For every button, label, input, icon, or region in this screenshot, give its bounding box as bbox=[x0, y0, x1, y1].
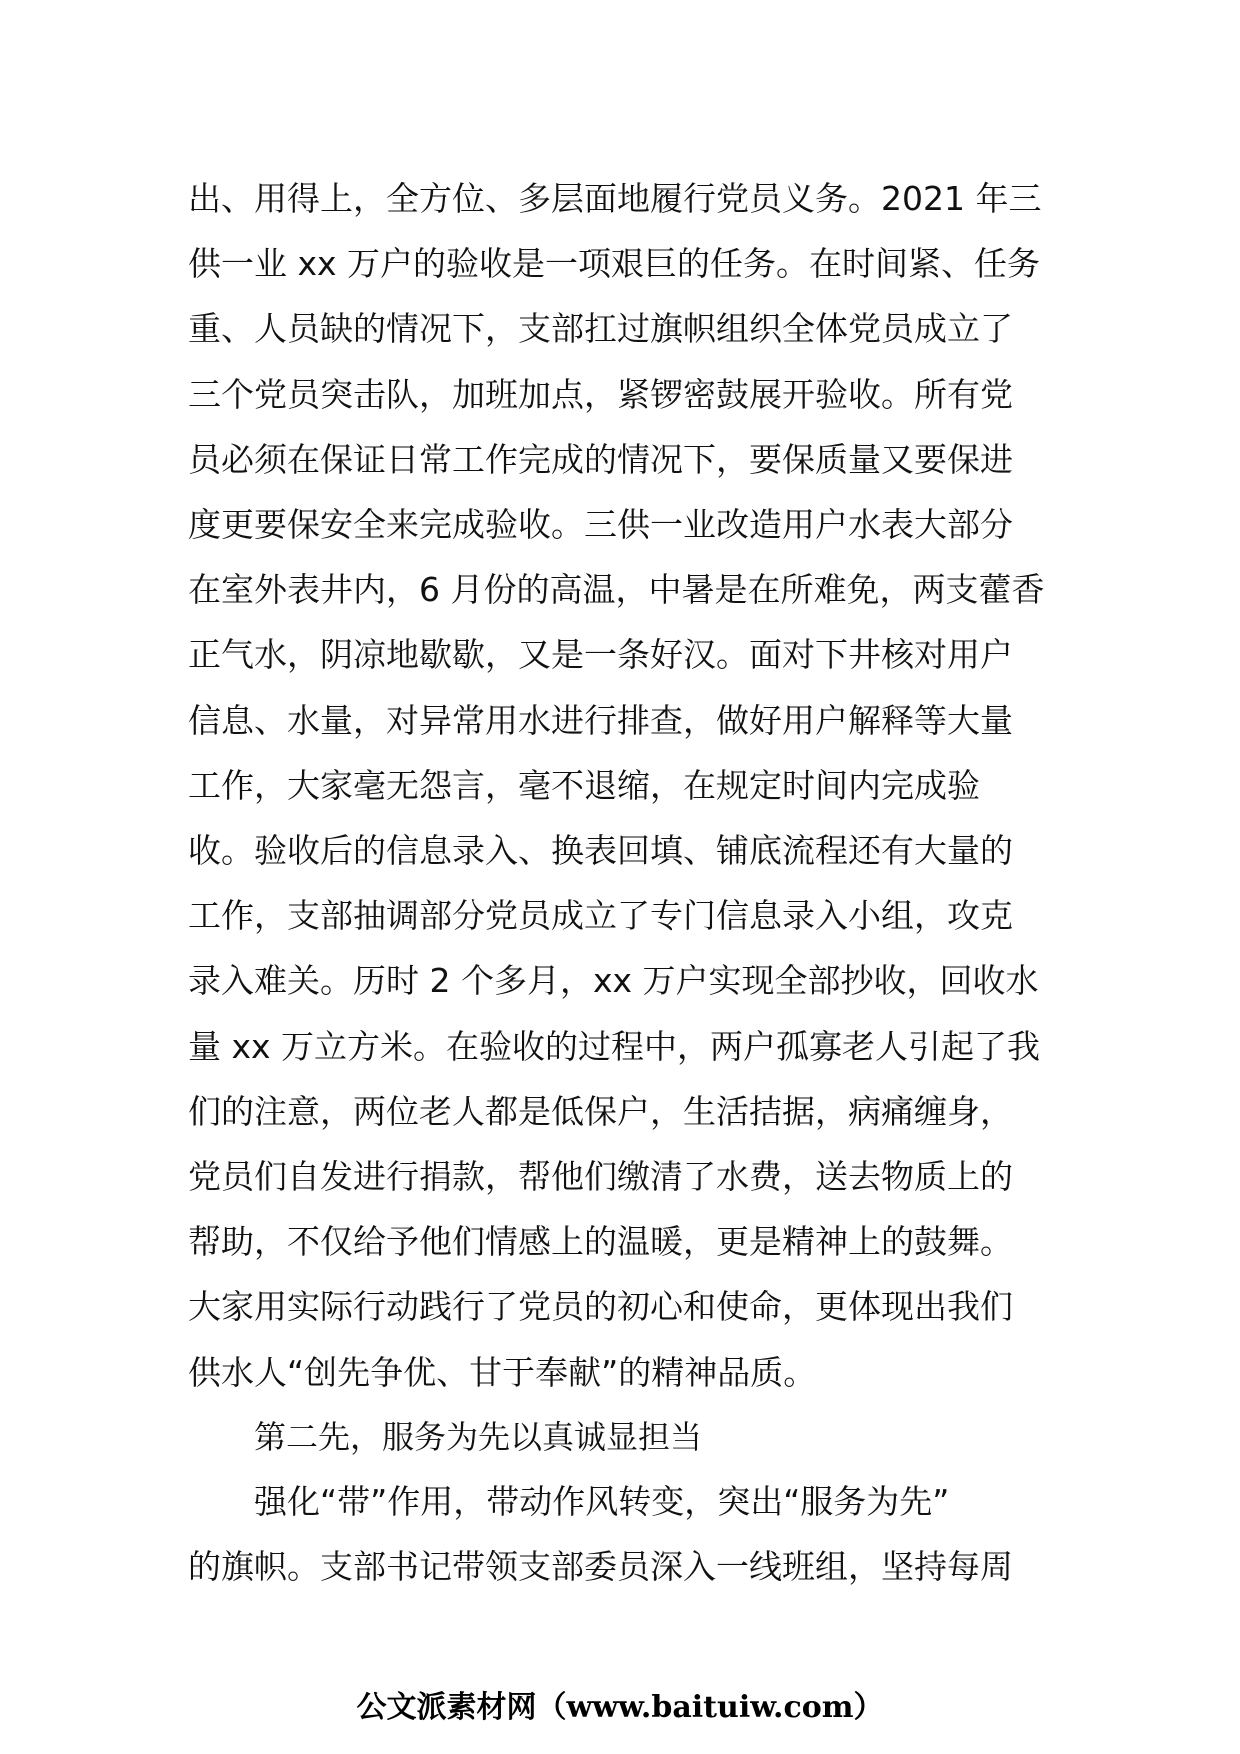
text-line: 工作，支部抽调部分党员成立了专门信息录入小组，攻克 bbox=[188, 896, 1013, 936]
section-heading: 第二先，服务为先以真诚显担当 bbox=[254, 1417, 703, 1456]
document-body bbox=[188, 166, 1060, 1599]
text-line: 帮助，不仅给予他们情感上的温暖，更是精神上的鼓舞。 bbox=[188, 1222, 1013, 1262]
text-line: 供水人“创先争优、甘于奉献”的精神品质。 bbox=[188, 1352, 817, 1392]
text-line: 党员们自发进行捐款，帮他们缴清了水费，送去物质上的 bbox=[188, 1157, 1013, 1197]
text-line: 们的注意，两位老人都是低保户，生活拮据，病痛缠身， bbox=[188, 1091, 1013, 1131]
paragraph-1 bbox=[188, 166, 1060, 1405]
text-line: 度更要保安全来完成验收。三供一业改造用户水表大部分 bbox=[188, 505, 1013, 545]
text-line: 收。验收后的信息录入、换表回填、铺底流程还有大量的 bbox=[188, 831, 1013, 871]
footer-watermark: 公文派素材网（www.baituiw.com） bbox=[356, 1690, 884, 1725]
text-line: 信息、水量，对异常用水进行排查，做好用户解释等大量 bbox=[188, 700, 1013, 740]
text-line: 供一业 xx 万户的验收是一项艰巨的任务。在时间紧、任务 bbox=[188, 244, 1041, 284]
paragraph-2 bbox=[188, 1469, 1060, 1599]
text-line: 员必须在保证日常工作完成的情况下，要保质量又要保进 bbox=[188, 439, 1013, 479]
text-line: 的旗帜。支部书记带领支部委员深入一线班组，坚持每周 bbox=[188, 1547, 1013, 1587]
text-line: 强化“带”作用，带动作风转变，突出“服务为先” bbox=[254, 1481, 950, 1521]
text-line: 量 xx 万立方米。在验收的过程中，两户孤寡老人引起了我 bbox=[188, 1026, 1041, 1066]
text-line: 大家用实际行动践行了党员的初心和使命，更体现出我们 bbox=[188, 1287, 1013, 1327]
text-line: 三个党员突击队，加班加点，紧锣密鼓展开验收。所有党 bbox=[188, 374, 1013, 414]
text-line: 录入难关。历时 2 个多月，xx 万户实现全部抄收，回收水 bbox=[188, 961, 1039, 1001]
text-line: 在室外表井内，6 月份的高温，中暑是在所难免，两支藿香 bbox=[188, 570, 1045, 610]
text-line: 出、用得上，全方位、多层面地履行党员义务。2021 年三 bbox=[188, 179, 1042, 218]
text-line: 正气水，阴凉地歇歇，又是一条好汉。面对下井核对用户 bbox=[188, 635, 1013, 675]
text-line: 重、人员缺的情况下，支部扛过旗帜组织全体党员成立了 bbox=[188, 309, 1013, 349]
text-line: 工作，大家毫无怨言，毫不退缩，在规定时间内完成验 bbox=[188, 765, 980, 805]
